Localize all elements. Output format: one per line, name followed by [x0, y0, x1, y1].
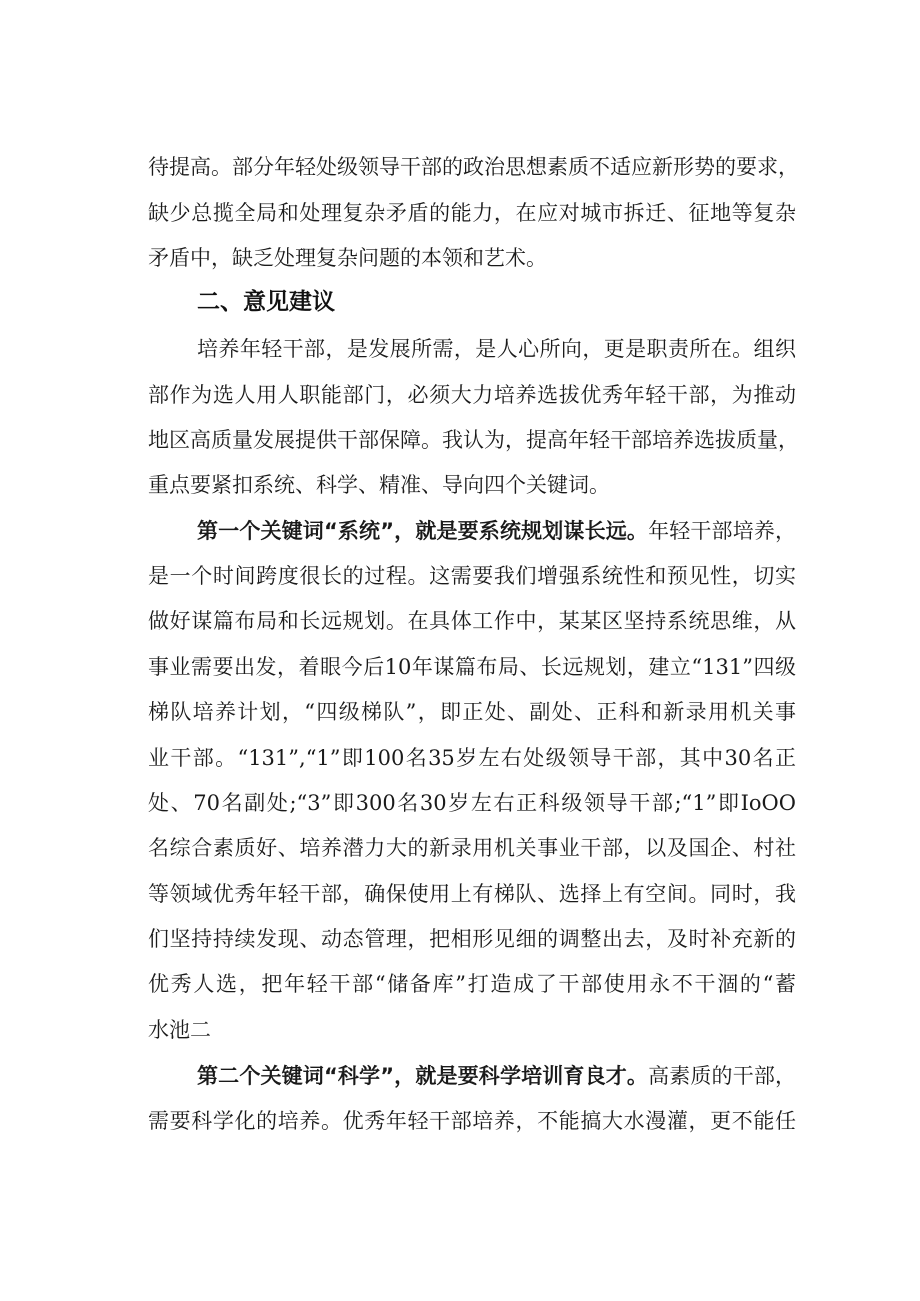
paragraph-line: 培养年轻干部，是发展所需，是人心所向，更是职责所在。组织 [197, 337, 796, 361]
paragraph-line: 地区高质量发展提供干部保障。我认为，提高年轻干部培养选拔质量， [148, 428, 799, 452]
intro-line: 矛盾中，缺乏处理复杂问题的本领和艺术。 [148, 246, 547, 270]
paragraph-line: 需要科学化的培养。优秀年轻干部培养，不能搞大水漫灌，更不能任 [148, 1109, 796, 1133]
intro-line: 待提高。部分年轻处级领导干部的政治思想素质不适应新形势的要求， [148, 155, 799, 179]
intro-line: 缺少总揽全局和处理复杂矛盾的能力，在应对城市拆迁、征地等复杂 [148, 201, 796, 225]
paragraph-line: 重点要紧扣系统、科学、精准、导向四个关键词。 [148, 473, 610, 497]
paragraph-text: 高素质的干部， [648, 1064, 797, 1088]
paragraph-line: 名综合素质好、培养潜力大的新录用机关事业干部，以及国企、村社 [148, 836, 796, 860]
paragraph-line: 水池二 [148, 1018, 211, 1042]
paragraph-line: 处、70名副处;“3”即300名30岁左右正科级领导干部;“1”即IoOO [148, 791, 796, 815]
keyword-lead: 第一个关键词“系统”，就是要系统规划谋长远。 [197, 519, 649, 543]
paragraph-line: 部作为选人用人职能部门，必须大力培养选拔优秀年轻干部，为推动 [148, 383, 796, 407]
paragraph-first-line [197, 1062, 796, 1090]
paragraph-line: 优秀人选，把年轻干部“储备库”打造成了干部使用永不干涸的“蓄 [148, 972, 796, 996]
paragraph-line: 们坚持持续发现、动态管理，把相形见细的调整出去，及时补充新的 [148, 927, 796, 951]
paragraph-line: 等领域优秀年轻干部，确保使用上有梯队、选择上有空间。同时，我 [148, 882, 796, 906]
paragraph-text: 年轻干部培养， [648, 519, 797, 543]
keyword-lead: 第二个关键词“科学”，就是要科学培训育良才。 [197, 1064, 649, 1088]
paragraph-line: 做好谋篇布局和长远规划。在具体工作中，某某区坚持系统思维，从 [148, 609, 796, 633]
section-heading: 二、意见建议 [197, 289, 335, 315]
paragraph-line: 是一个时间跨度很长的过程。这需要我们增强系统性和预见性，切实 [148, 564, 796, 588]
paragraph-line: 梯队培养计划，“四级梯队”，即正处、副处、正科和新录用机关事 [148, 700, 796, 724]
paragraph-line: 事业需要出发，着眼今后10年谋篇布局、长远规划，建立“131”四级 [148, 655, 796, 679]
paragraph-first-line [197, 517, 796, 545]
paragraph-line: 业干部。“131”,“1”即100名35岁左右处级领导干部，其中30名正 [148, 746, 796, 770]
